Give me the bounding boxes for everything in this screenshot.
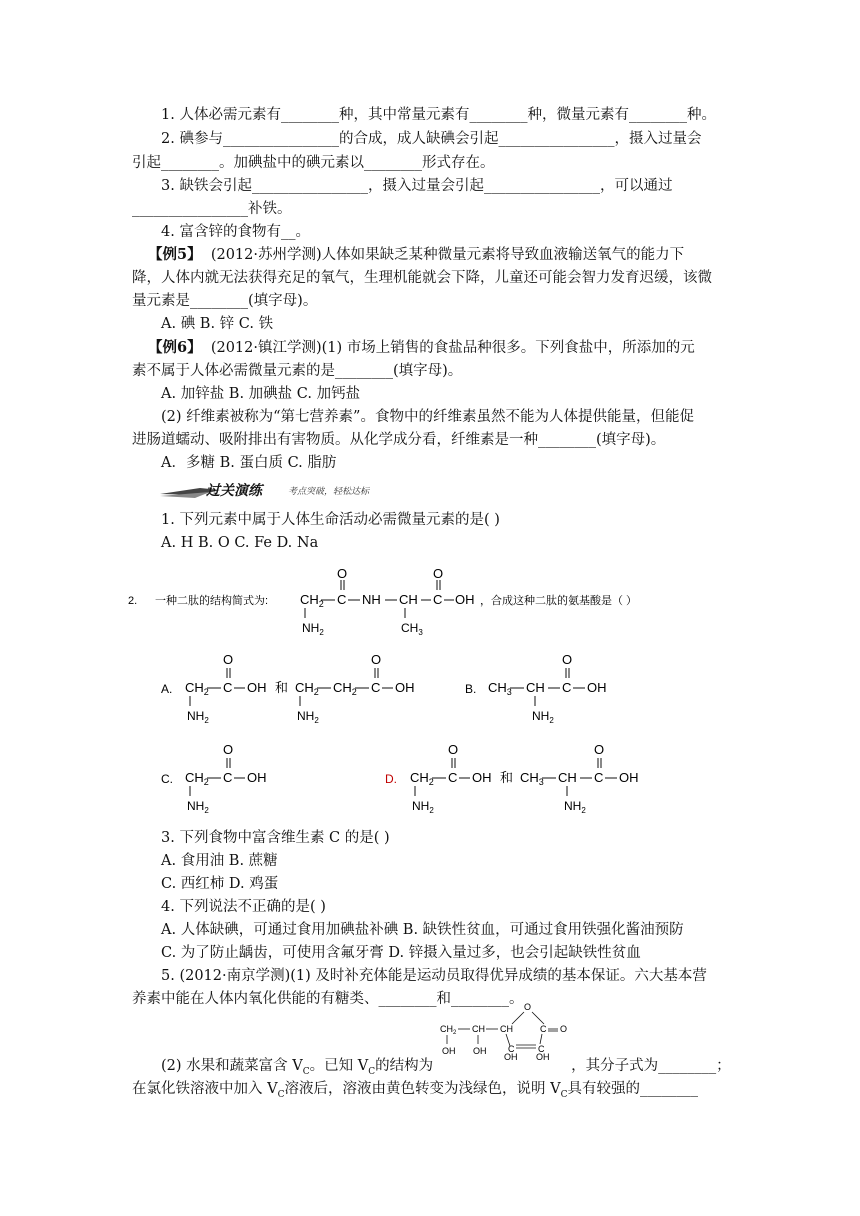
svg-text:CH: CH bbox=[558, 770, 577, 785]
svg-text:OH: OH bbox=[504, 1052, 518, 1060]
example-6-options-1: A. 加锌盐 B. 加碘盐 C. 加钙盐 bbox=[161, 386, 361, 402]
svg-text:CH3: $CH_3$ bbox=[520, 770, 544, 787]
svg-text:C: C bbox=[223, 680, 233, 695]
svg-text:C: C bbox=[371, 680, 381, 695]
example-6-options-2: A．多糖 B. 蛋白质 C. 脂肪 bbox=[161, 455, 337, 471]
example-5-text: (2012·苏州学测)人体如果缺乏某种微量元素将导致血液输送氧气的能力下 bbox=[210, 247, 685, 263]
practice-1: 1. 下列元素中属于人体生命活动必需微量元素的是( ) bbox=[161, 512, 500, 528]
svg-text:O: O bbox=[223, 652, 234, 667]
svg-text:OH: OH bbox=[472, 770, 492, 785]
svg-text:OH: OH bbox=[587, 680, 607, 695]
opt-a-ch2: $CH_2$ bbox=[185, 680, 209, 697]
svg-text:NH2: $NH_2$ bbox=[187, 709, 209, 725]
svg-text:OH: OH bbox=[247, 770, 267, 785]
svg-text:C: C bbox=[508, 1044, 515, 1054]
svg-text:OH: OH bbox=[473, 1046, 487, 1056]
dipeptide-nh2: $NH_2$ bbox=[302, 621, 324, 637]
option-c-label: C. bbox=[161, 772, 173, 786]
example-5-options: A. 碘 B. 锌 C. 铁 bbox=[161, 316, 274, 332]
practice-5-part-2-line-2: 在氯化铁溶液中加入 $V_C$溶液后，溶液由黄色转变为浅绿色，说明 $V_C$具有较强的________ bbox=[132, 1081, 698, 1100]
dipeptide-c2: C bbox=[433, 592, 443, 607]
example-5-tag: 【例5】 bbox=[148, 246, 202, 263]
practice-2-number: 2. bbox=[128, 595, 138, 607]
option-b-label: B. bbox=[465, 682, 477, 696]
svg-text:CH: CH bbox=[500, 1024, 513, 1034]
banner-subtitle: 考点突破，轻松达标 bbox=[288, 486, 370, 496]
example-6-text: (2012·镇江学测)(1) 市场上销售的食盐品种很多。下列食盐中，所添加的元 bbox=[210, 340, 695, 356]
question-2-line-2: 引起________。加碘盐中的碘元素以________形式存在。 bbox=[132, 155, 495, 171]
example-5-line-2: 降，人体内就无法获得充足的氧气，生理机能就会下降，儿童还可能会智力发育迟缓，该微 bbox=[132, 270, 712, 286]
svg-text:CH: CH bbox=[472, 1024, 485, 1034]
practice-2-structure bbox=[125, 560, 725, 640]
svg-text:C: C bbox=[223, 770, 233, 785]
example-6-tag: 【例6】 bbox=[148, 339, 202, 356]
svg-text:O: O bbox=[371, 652, 382, 667]
dipeptide-ch: CH bbox=[399, 592, 418, 607]
practice-5-line-2: 养素中能在人体内氧化供能的有糖类、________和________。 bbox=[132, 991, 524, 1007]
svg-text:CH3: $CH_3$ bbox=[488, 680, 512, 697]
question-2-line-1: 2. 碘参与________________的合成，成人缺碘会引起________________，摄入过量会 bbox=[161, 131, 702, 147]
practice-4: 4. 下列说法不正确的是( ) bbox=[161, 899, 326, 915]
example-5-line-3: 量元素是________(填字母)。 bbox=[132, 293, 318, 309]
svg-text:CH2: $CH_2$ bbox=[440, 1024, 457, 1036]
svg-text:CH2: $CH_2$ bbox=[333, 680, 357, 697]
svg-text:O: O bbox=[524, 1002, 532, 1012]
example-5-line-1 bbox=[148, 244, 748, 266]
example-6-part-2-line-1: (2) 纤维素被称为“第七营养素”。食物中的纤维素虽然不能为人体提供能量，但能促 bbox=[161, 409, 694, 425]
svg-text:C: C bbox=[540, 1024, 547, 1034]
practice-3-options-2: C. 西红柿 D. 鸡蛋 bbox=[161, 876, 279, 892]
svg-text:OH: OH bbox=[442, 1046, 456, 1056]
svg-text:NH2: $NH_2$ bbox=[532, 709, 554, 725]
svg-text:NH2: $NH_2$ bbox=[564, 799, 586, 815]
practice-3: 3. 下列食物中富含维生素 C 的是( ) bbox=[161, 830, 390, 846]
dipeptide-formula bbox=[300, 566, 475, 637]
dipeptide-nh: NH bbox=[362, 592, 381, 607]
svg-text:C: C bbox=[594, 770, 604, 785]
option-d-label: D. bbox=[385, 772, 397, 786]
option-a-label: A. bbox=[161, 682, 173, 696]
practice-2-options-ab bbox=[155, 650, 635, 730]
svg-text:OH: OH bbox=[247, 680, 267, 695]
svg-text:C: C bbox=[448, 770, 458, 785]
option-a-and: 和 bbox=[275, 680, 289, 695]
practice-5-part-2-line-1: (2) 水果和蔬菜富含 $V_C$。已知 $V_C$的结构为 ，其分子式为________； bbox=[161, 1058, 731, 1077]
practice-1-options: A. H B. O C. Fe D. Na bbox=[161, 535, 319, 551]
svg-text:OH: OH bbox=[536, 1052, 550, 1060]
dipeptide-ch3: $CH_3$ bbox=[401, 621, 423, 637]
example-6-line-2: 素不属于人体必需微量元素的是________(填字母)。 bbox=[132, 363, 463, 379]
svg-text:O: O bbox=[560, 1024, 568, 1034]
example-6-part-2-line-2: 进肠道蠕动、吸附排出有害物质。从化学成分看，纤维素是一种________(填字母)。 bbox=[132, 432, 666, 448]
practice-2-question: ，合成这种二肽的氨基酸是（ ） bbox=[480, 595, 638, 607]
svg-text:O: O bbox=[223, 742, 234, 757]
question-4: 4. 富含锌的食物有__。 bbox=[161, 224, 310, 240]
svg-text:O: O bbox=[594, 742, 605, 757]
dipeptide-o2: O bbox=[433, 566, 444, 581]
practice-banner bbox=[160, 480, 400, 500]
banner-title: 过关演练 bbox=[206, 482, 262, 498]
practice-4-options-2: C. 为了防止龋齿，可使用含氟牙膏 D. 锌摄入量过多，也会引起缺铁性贫血 bbox=[161, 945, 641, 961]
practice-2-options-cd bbox=[155, 740, 655, 820]
practice-3-options-1: A. 食用油 B. 蔗糖 bbox=[161, 853, 278, 869]
practice-4-options-1: A. 人体缺碘，可通过食用加碘盐补碘 B. 缺铁性贫血，可通过食用铁强化酱油预防 bbox=[161, 922, 684, 938]
dipeptide-o1: O bbox=[337, 566, 348, 581]
vitamin-c-structure bbox=[436, 1000, 586, 1060]
svg-text:CH: CH bbox=[526, 680, 545, 695]
question-1-recall: 1. 人体必需元素有________种，其中常量元素有________种，微量元素有________种。 bbox=[161, 107, 716, 123]
svg-text:C: C bbox=[538, 1044, 545, 1054]
svg-text:NH2: $NH_2$ bbox=[297, 709, 319, 725]
svg-text:OH: OH bbox=[619, 770, 639, 785]
dipeptide-c1: C bbox=[337, 592, 347, 607]
dipeptide-ch2: $CH_2$ bbox=[300, 592, 324, 609]
svg-text:NH2: $NH_2$ bbox=[412, 799, 434, 815]
svg-text:CH2: $CH_2$ bbox=[295, 680, 319, 697]
option-d-and: 和 bbox=[500, 770, 514, 785]
svg-text:OH: OH bbox=[395, 680, 415, 695]
svg-text:O: O bbox=[448, 742, 459, 757]
practice-2-intro: 一种二肽的结构简式为: bbox=[155, 595, 269, 607]
practice-5-line-1: 5. (2012·南京学测)(1) 及时补充体能是运动员取得优异成绩的基本保证。六大基本营 bbox=[161, 968, 707, 984]
svg-text:O: O bbox=[562, 652, 573, 667]
svg-text:CH2: $CH_2$ bbox=[410, 770, 434, 787]
example-6-line-1 bbox=[148, 337, 748, 359]
svg-text:C: C bbox=[562, 680, 572, 695]
question-3-line-1: 3. 缺铁会引起________________，摄入过量会引起________________，可以通过 bbox=[161, 178, 673, 194]
question-3-line-2: ________________补铁。 bbox=[132, 201, 292, 217]
svg-text:CH2: $CH_2$ bbox=[185, 770, 209, 787]
svg-text:NH2: $NH_2$ bbox=[187, 799, 209, 815]
dipeptide-oh: OH bbox=[455, 592, 475, 607]
